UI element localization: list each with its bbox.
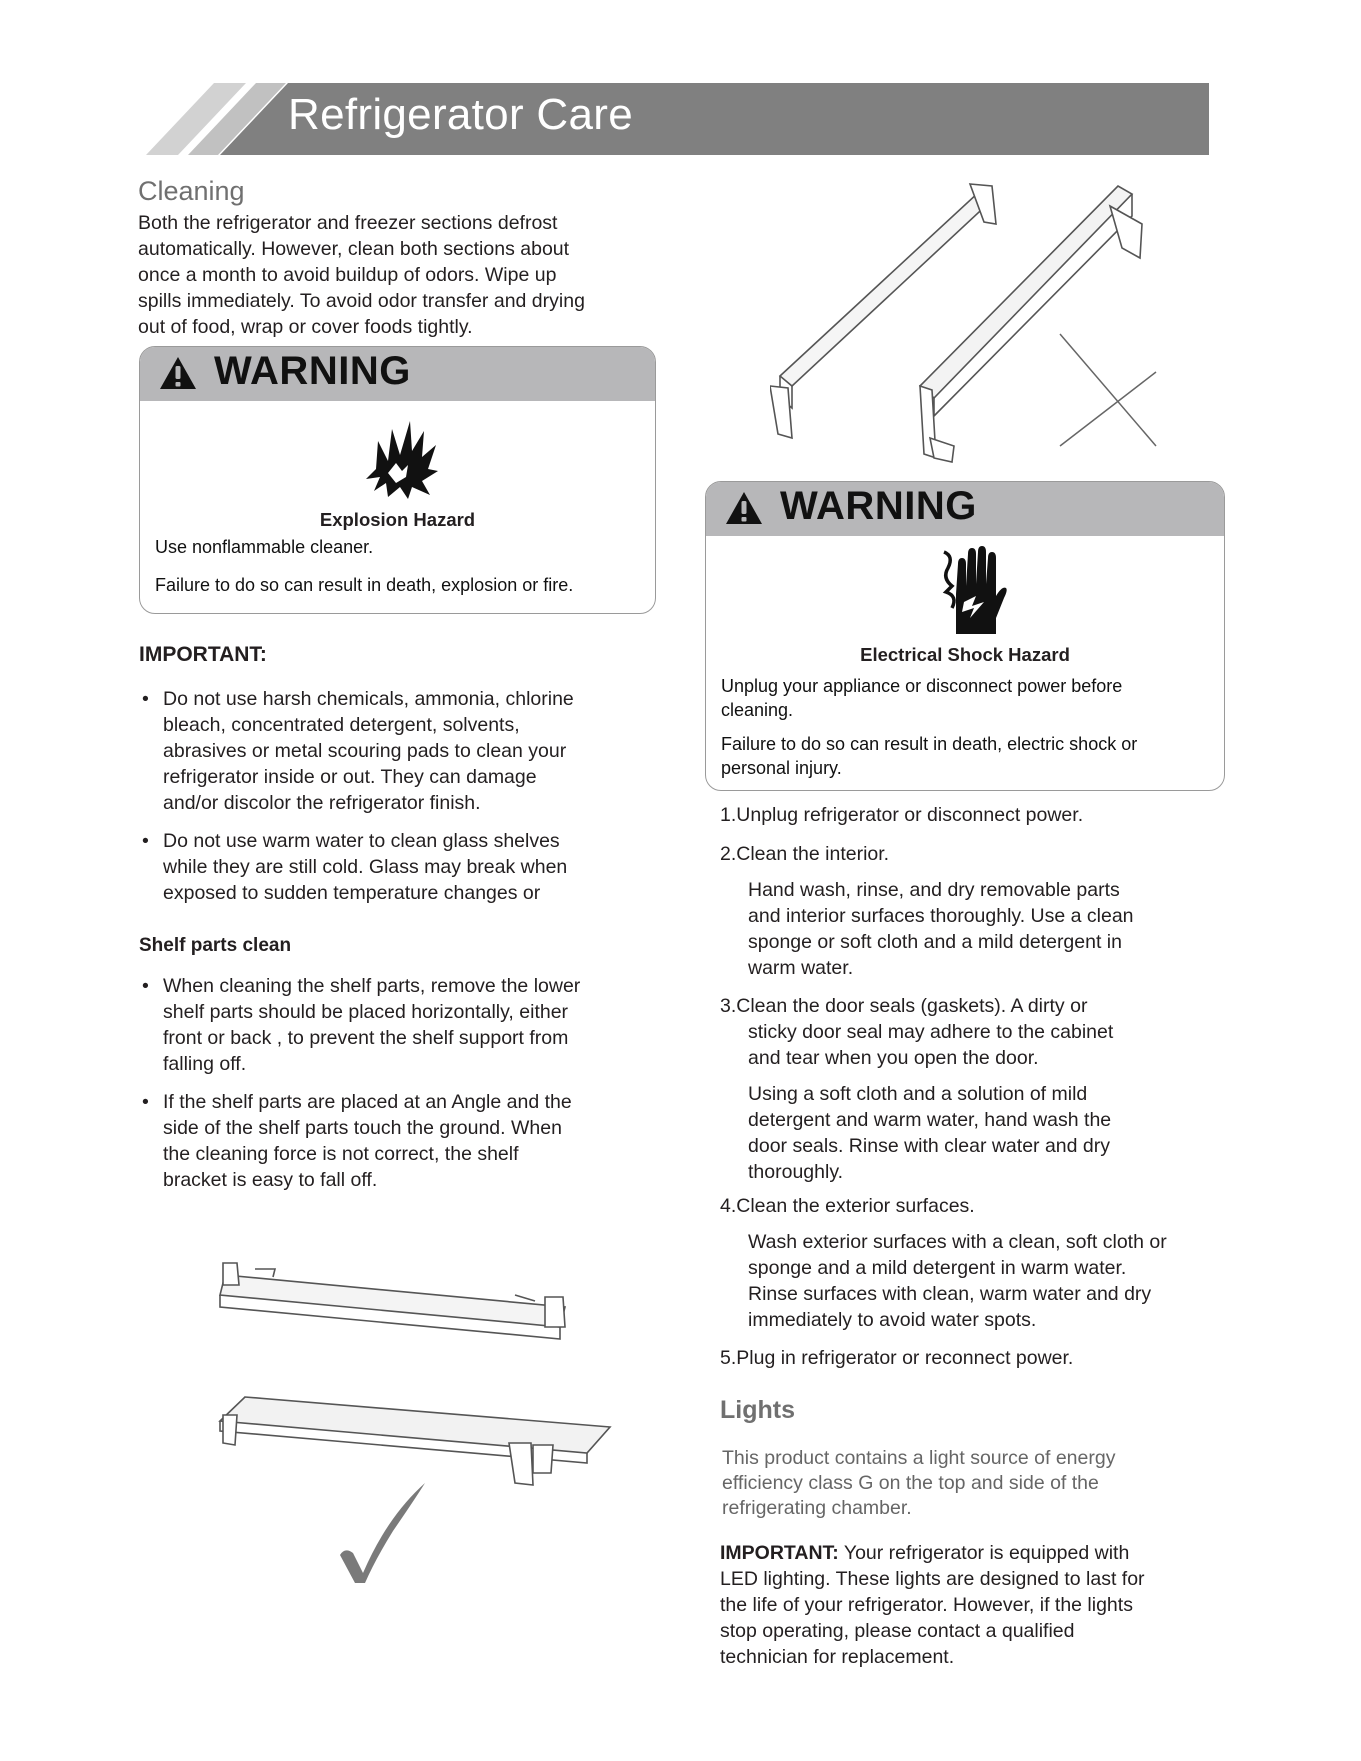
text-line: When cleaning the shelf parts, remove the lower: [163, 975, 581, 997]
warning-header: [140, 347, 655, 401]
bullet-icon: •: [142, 830, 149, 852]
warning-header: [706, 482, 1224, 536]
step-number: 1.: [720, 804, 737, 826]
text-line: while they are still cold. Glass may break when: [163, 856, 568, 878]
warning-title: WARNING: [780, 484, 977, 528]
text-line: Rinse surfaces with clean, warm water and dry: [748, 1283, 1152, 1305]
text-line: sticky door seal may adhere to the cabinet: [748, 1021, 1114, 1043]
text-line: the life of your refrigerator. However, if the lights: [720, 1594, 1133, 1616]
important-list: [139, 686, 679, 918]
step-text: Clean the exterior surfaces.: [736, 1195, 975, 1217]
electric-shock-hand-icon: [918, 542, 1008, 636]
text-line: cleaning.: [721, 700, 794, 720]
check-mark-icon: [340, 1483, 425, 1583]
text-line: refrigerating chamber.: [722, 1497, 912, 1519]
text-line: thoroughly.: [748, 1161, 844, 1183]
text-line: warm water.: [748, 957, 854, 979]
hazard-title: Electrical Shock Hazard: [860, 644, 1070, 665]
step-number: 2.: [720, 843, 737, 865]
step-text: Clean the interior.: [736, 843, 890, 865]
important-label: IMPORTANT:: [720, 1542, 839, 1564]
bullet-icon: •: [142, 975, 149, 997]
text-line: This product contains a light source of energy: [722, 1447, 1116, 1469]
cleaning-heading: Cleaning: [138, 176, 245, 206]
text-line: Do not use harsh chemicals, ammonia, chlorine: [163, 688, 574, 710]
shelf-parts-list: [139, 973, 679, 1205]
warning-triangle-icon: [158, 355, 198, 391]
text-line: immediately to avoid water spots.: [748, 1309, 1037, 1331]
shock-warning-box: [705, 481, 1225, 791]
step-item: [720, 1345, 1260, 1371]
text-line: shelf parts should be placed horizontally, either: [163, 1001, 569, 1023]
text-line: detergent and warm water, hand wash the: [748, 1109, 1112, 1131]
text-line: and/or discolor the refrigerator finish.: [163, 792, 481, 814]
text-line: door seals. Rinse with clear water and dry: [748, 1135, 1110, 1157]
text-line: exposed to sudden temperature changes or: [163, 882, 541, 904]
lights-important-text: [720, 1540, 1260, 1670]
text-line: If the shelf parts are placed at an Angle and the: [163, 1091, 572, 1113]
cleaning-paragraph: [138, 210, 678, 340]
text-line: technician for replacement.: [720, 1646, 955, 1668]
text-line: out of food, wrap or cover foods tightly.: [138, 316, 473, 338]
step-detail: [720, 1229, 1260, 1333]
text-span: Your refrigerator is equipped with: [838, 1542, 1130, 1564]
cross-mark-icon: [1060, 334, 1156, 446]
list-item: [139, 686, 679, 816]
page-title: Refrigerator Care: [288, 90, 634, 139]
text-line: Wash exterior surfaces with a clean, soft cloth or: [748, 1231, 1167, 1253]
shelf-top: [220, 1263, 565, 1339]
text-line: once a month to avoid buildup of odors. Wipe up: [138, 264, 557, 286]
steps-list: [720, 802, 1260, 1371]
text-line: Both the refrigerator and freezer sections defrost: [138, 212, 558, 234]
angled-shelf-left: [770, 184, 996, 438]
text-line: and tear when you open the door.: [748, 1047, 1039, 1069]
text-line: Unplug your appliance or disconnect power before: [721, 676, 1123, 696]
text-line: efficiency class G on the top and side of the: [722, 1472, 1099, 1494]
shelf-parts-heading: Shelf parts clean: [139, 935, 292, 956]
angled-shelves-illustration: [770, 176, 1170, 476]
text-line: personal injury.: [721, 758, 842, 778]
text-line: sponge and a mild detergent in warm water.: [748, 1257, 1127, 1279]
warning-text: Use nonflammable cleaner.: [155, 537, 374, 557]
text-line: stop operating, please contact a qualified: [720, 1620, 1075, 1642]
text-line: side of the shelf parts touch the ground. When: [163, 1117, 562, 1139]
list-item: [139, 1089, 679, 1193]
text-line: falling off.: [163, 1053, 247, 1075]
bullet-icon: •: [142, 688, 149, 710]
explosion-warning-box: [139, 346, 656, 614]
text-line: bleach, concentrated detergent, solvents,: [163, 714, 520, 736]
warning-triangle-icon: [724, 490, 764, 526]
text-line: automatically. However, clean both sections about: [138, 238, 570, 260]
list-item: [139, 973, 679, 1077]
text-line: the cleaning force is not correct, the shelf: [163, 1143, 519, 1165]
step-detail: [720, 877, 1260, 981]
text-line: spills immediately. To avoid odor transfer and drying: [138, 290, 585, 312]
step-text: Unplug refrigerator or disconnect power.: [736, 804, 1084, 826]
text-line: abrasives or metal scouring pads to clean your: [163, 740, 567, 762]
step-text: Clean the door seals (gaskets). A dirty or: [736, 995, 1088, 1017]
step-detail: [720, 1081, 1260, 1185]
important-heading: IMPORTANT:: [139, 643, 267, 666]
warning-title: WARNING: [214, 349, 411, 393]
text-line: Do not use warm water to clean glass shelves: [163, 830, 560, 852]
energy-class-text: [722, 1446, 1242, 1521]
warning-text: [721, 732, 1137, 780]
hazard-title: Explosion Hazard: [319, 509, 476, 530]
step-number: 4.: [720, 1195, 737, 1217]
warning-text: [721, 674, 1122, 722]
step-item: [720, 1193, 1260, 1333]
text-line: bracket is easy to fall off.: [163, 1169, 378, 1191]
text-line: and interior surfaces thoroughly. Use a clean: [748, 905, 1134, 927]
list-item: [139, 828, 679, 906]
text-line: front or back , to prevent the shelf support from: [163, 1027, 569, 1049]
text-line: Hand wash, rinse, and dry removable parts: [748, 879, 1120, 901]
step-item: [720, 993, 1260, 1185]
step-text: Plug in refrigerator or reconnect power.: [736, 1347, 1074, 1369]
text-line: [720, 1540, 1260, 1566]
shelf-bottom: [220, 1397, 610, 1485]
step-number: 5.: [720, 1347, 737, 1369]
text-line: sponge or soft cloth and a mild detergent in: [748, 931, 1122, 953]
text-line: refrigerator inside or out. They can damage: [163, 766, 537, 788]
step-continuation: [720, 1019, 1260, 1071]
step-number: 3.: [720, 995, 737, 1017]
step-item: [720, 841, 1260, 981]
text-line: LED lighting. These lights are designed to last for: [720, 1568, 1145, 1590]
lights-heading: Lights: [720, 1396, 795, 1424]
warning-text: Failure to do so can result in death, explosion or fire.: [155, 575, 574, 595]
step-item: [720, 802, 1260, 828]
explosion-icon: [352, 411, 442, 501]
text-line: Using a soft cloth and a solution of mild: [748, 1083, 1088, 1105]
bullet-icon: •: [142, 1091, 149, 1113]
text-line: Failure to do so can result in death, electric shock or: [721, 734, 1138, 754]
horizontal-shelves-illustration: [215, 1255, 625, 1595]
